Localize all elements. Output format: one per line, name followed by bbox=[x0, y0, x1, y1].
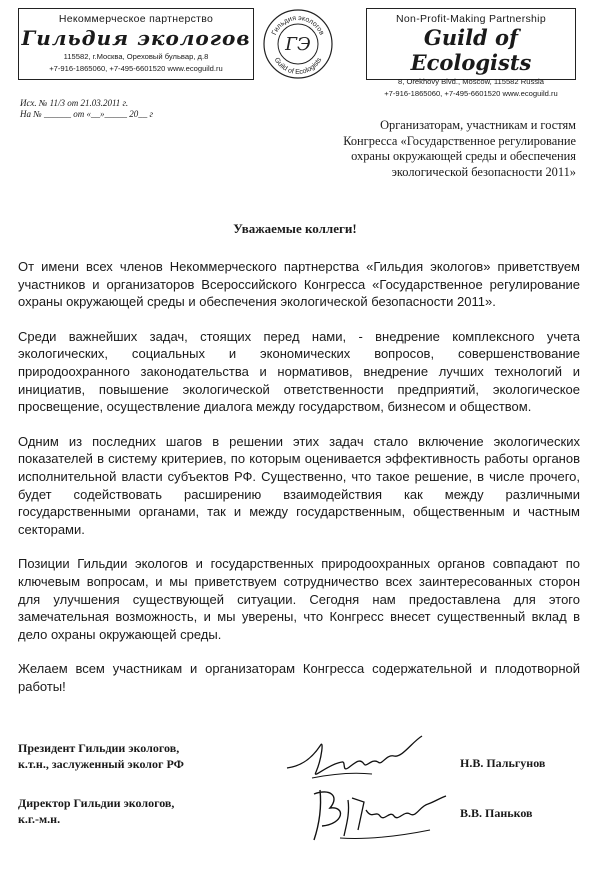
org-name-en: Guild of Ecologists bbox=[410, 25, 532, 75]
body-paragraph: Одним из последних шагов в решении этих задач стало включение экологических показателей в систему критериев, по которым оценивается эффективность работы органов исполнительной власти субъектов РФ. Существенно, что такое решение, в числе прочего, будет содействовать расширению взаимодействия как между различными государственными органами, так и между государственным, общественным и частным секторами. bbox=[18, 433, 580, 537]
contacts-ru: +7-916-1865060, +7-495-6601520 www.ecoguild.ru bbox=[49, 63, 223, 73]
outgoing-ref: Исх. № 11/3 от 21.03.2011 г. bbox=[20, 98, 129, 108]
address-ru: 115582, г.Москва, Ореховый бульвар, д.8 bbox=[63, 52, 209, 61]
signatory-title: Директор Гильдии экологов, bbox=[18, 796, 175, 810]
letter-body bbox=[18, 258, 580, 712]
signature-2-image bbox=[300, 780, 450, 846]
address-en: 8, Orekhovy Blvd., Moscow, 115582 Russia bbox=[398, 77, 544, 86]
signature-1-image bbox=[282, 728, 432, 788]
signatory-title: Президент Гильдии экологов, bbox=[18, 741, 180, 755]
reference-numbers bbox=[20, 98, 153, 120]
body-paragraph: Желаем всем участникам и организаторам Конгресса содержательной и плодотворной работы! bbox=[18, 661, 580, 694]
recipient-block bbox=[296, 118, 576, 180]
incoming-ref: На № ______ от «__»_____ 20__ г bbox=[20, 109, 153, 119]
signatory-name: В.В. Паньков bbox=[460, 806, 533, 820]
letterhead bbox=[18, 8, 576, 98]
logo-text-top: Гильдия экологов bbox=[270, 14, 325, 37]
body-paragraph: Среди важнейших задач, стоящих перед нами, - внедрение комплексного учета экологических, социальных и экономических вопросов, совершенствование природоохранного законодательства и нормативов, внедрение лучших технологий и инициатив, повышение экологической ответственности предприятий, экологическое просвещение, осуществление диалога между государством, бизнесом и обществом. bbox=[18, 328, 580, 415]
signatory-president bbox=[18, 740, 184, 772]
recipient-line: Конгресса «Государственное регулирование bbox=[343, 133, 576, 148]
signatory-degree: к.г.-м.н. bbox=[18, 812, 61, 826]
letterhead-en-block bbox=[366, 8, 576, 98]
signatory-director bbox=[18, 795, 174, 827]
guild-logo bbox=[262, 8, 334, 80]
contacts-en: +7-916-1865060, +7-495-6601520 www.ecoguild.ru bbox=[384, 88, 558, 98]
signatory-name: Н.В. Пальгунов bbox=[460, 756, 546, 770]
recipient-line: охраны окружающей среды и обеспечения bbox=[351, 149, 576, 164]
body-paragraph: От имени всех членов Некоммерческого партнерства «Гильдия экологов» приветствуем участников и организаторов Всероссийского Конгресса «Государственное регулирование охраны окружающей среды и обеспечения экологической безопасности 2011». bbox=[18, 259, 580, 310]
body-paragraph: Позиции Гильдии экологов и государственных природоохранных органов совпадают по ключевым вопросам, и мы приветствуем сотрудничество всех заинтересованных сторон для улучшения существующей ситуации. Сегодня нам предоставлена для этого замечательная возможность, и мы уверены, что Конгресс внесет существенный вклад в дело охраны окружающей среды. bbox=[18, 556, 580, 642]
logo-monogram: ГЭ bbox=[285, 34, 311, 55]
org-type-en: Non-Profit-Making Partnership bbox=[396, 13, 546, 25]
org-name-ru: Гильдия экологов bbox=[21, 26, 251, 50]
greeting: Уважаемые коллеги! bbox=[233, 221, 357, 236]
recipient-line: Организаторам, участникам и гостям bbox=[380, 118, 576, 132]
logo-text-bottom: Guild of Ecologists bbox=[272, 56, 324, 77]
org-type-ru: Некоммерческое партнерство bbox=[58, 13, 214, 25]
recipient-line: экологической безопасности 2011» bbox=[391, 164, 576, 179]
letterhead-ru-block bbox=[18, 8, 254, 80]
signatory-degree: к.т.н., заслуженный эколог РФ bbox=[18, 757, 184, 771]
